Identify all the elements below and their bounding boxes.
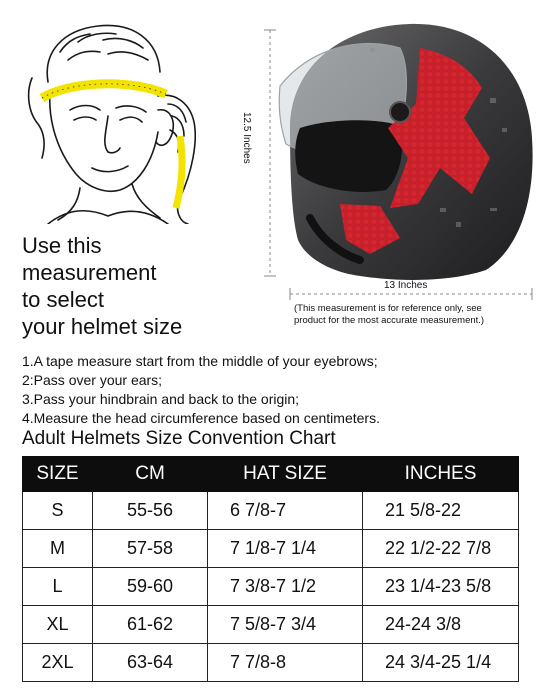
inches-cell: 24 3/4-25 1/4 <box>363 644 519 682</box>
cm-cell: 59-60 <box>93 568 208 606</box>
size-chart-title: Adult Helmets Size Convention Chart <box>22 428 336 449</box>
column-header-inches: INCHES <box>363 457 519 492</box>
helmet-height-label: 12.5 Inches <box>241 112 252 164</box>
hat-size-cell: 7 3/8-7 1/2 <box>208 568 363 606</box>
measurement-instruction <box>22 232 182 340</box>
size-cell: 2XL <box>23 644 93 682</box>
table-header-row <box>23 457 519 492</box>
column-header-hat-size: HAT SIZE <box>208 457 363 492</box>
hat-size-cell: 7 5/8-7 3/4 <box>208 606 363 644</box>
head-measuring-illustration <box>8 12 218 224</box>
table-row <box>23 492 519 530</box>
measure-line-3: to select <box>22 287 104 312</box>
inches-cell: 23 1/4-23 5/8 <box>363 568 519 606</box>
hat-size-cell: 7 7/8-8 <box>208 644 363 682</box>
cm-cell: 63-64 <box>93 644 208 682</box>
size-cell: S <box>23 492 93 530</box>
size-chart-table <box>22 456 519 682</box>
table-row <box>23 568 519 606</box>
cm-cell: 55-56 <box>93 492 208 530</box>
table-row <box>23 606 519 644</box>
column-header-size: SIZE <box>23 457 93 492</box>
measure-line-1: Use this <box>22 233 102 258</box>
inches-cell: 24-24 3/8 <box>363 606 519 644</box>
helmet-width-label: 13 Inches <box>384 280 428 291</box>
reference-note-line-2: product for the most accurate measurement.) <box>294 315 485 326</box>
step-item: 3.Pass your hindbrain and back to the origin; <box>22 391 300 407</box>
reference-note-line-1: (This measurement is for reference only, see <box>294 303 482 314</box>
column-header-cm: CM <box>93 457 208 492</box>
size-cell: XL <box>23 606 93 644</box>
hat-size-cell: 6 7/8-7 <box>208 492 363 530</box>
cm-cell: 57-58 <box>93 530 208 568</box>
size-cell: L <box>23 568 93 606</box>
step-item: 1.A tape measure start from the middle of your eyebrows; <box>22 353 378 369</box>
reference-note <box>294 303 484 327</box>
measurement-steps <box>22 352 380 428</box>
cm-cell: 61-62 <box>93 606 208 644</box>
size-cell: M <box>23 530 93 568</box>
hat-size-cell: 7 1/8-7 1/4 <box>208 530 363 568</box>
measure-line-4: your helmet size <box>22 314 183 339</box>
table-row <box>23 530 519 568</box>
table-row <box>23 644 519 682</box>
step-item: 2:Pass over your ears; <box>22 372 163 388</box>
step-item: 4.Measure the head circumference based on centimeters. <box>22 410 380 426</box>
inches-cell: 22 1/2-22 7/8 <box>363 530 519 568</box>
measure-line-2: measurement <box>22 260 157 285</box>
inches-cell: 21 5/8-22 <box>363 492 519 530</box>
